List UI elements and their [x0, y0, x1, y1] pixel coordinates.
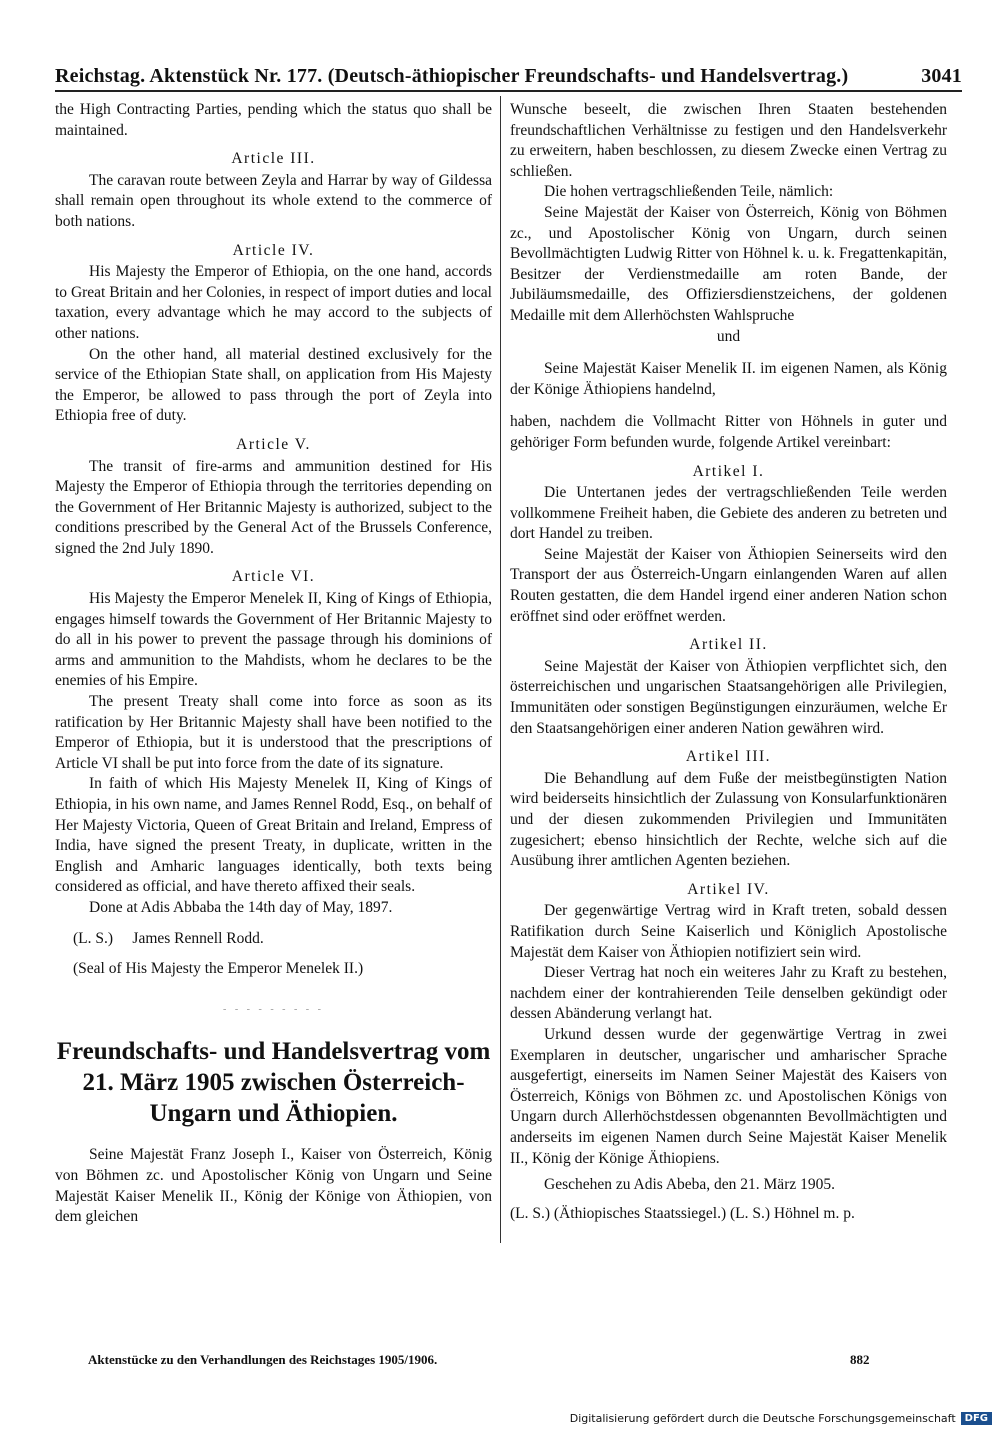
digitization-notice [570, 1412, 992, 1425]
seal-line: (Seal of His Majesty the Emperor Menelek II.) [73, 960, 364, 978]
paragraph: the High Contracting Parties, pending which the status quo shall be maintained. [55, 101, 492, 139]
paragraph: On the other hand, all material destined exclusively for the service of the Ethiopian State shall, on application from His Majesty the Emperor, be allowed to pass through the port of Zeyla into Ethiopia free of duty. [55, 345, 492, 425]
paragraph: Der gegenwärtige Vertrag wird in Kraft treten, sobald dessen Ratifikation durch Seine Kaiserlich und Königlich Apostolische Majestät dem Kaiser von Äthiopien notifiziert sein wird. [510, 902, 947, 961]
paragraph: Seine Majestät der Kaiser von Äthiopien verpflichtet sich, den österreichischen und ungarischen Staatsangehörigen alle Privilegien, Immunitäten oder sonstigen Begünstigungen einzuräumen, welche Er den Staatsangehörigen einer anderen Nation gewähren wird. [510, 657, 947, 737]
article-heading: Article III. [231, 150, 316, 168]
paragraph: haben, nachdem die Vollmacht Ritter von Höhnels in guter und gehöriger Form befunden wurde, folgende Artikel vereinbart: [510, 413, 947, 451]
article-heading: Artikel I. [692, 462, 765, 480]
paragraph: Die Behandlung auf dem Fuße der meistbegünstigten Nation wird beiderseits hinsichtlich der Zulassung von Konsularfunktionären und der diesen zukommenden Privilegien und Immunitäten zugesichert; ebenso hinsichtlich der Rechte, welche sich auf die Ausübung ihrer amtlichen Agenten beziehen. [510, 769, 947, 870]
conjunction: und [716, 327, 741, 345]
paragraph: His Majesty the Emperor Menelek II, King of Kings of Ethiopia, engages himself towards the Government of Her Britannic Majesty to do all in his power to prevent the passage through his dominions of arms and ammunition to the Mahdists, whom he declares to be the enemies of his Empire. [55, 590, 492, 690]
article-heading: Artikel III. [685, 748, 772, 766]
paragraph: Wunsche beseelt, die zwischen Ihren Staaten bestehenden freundschaftlichen Verhältnisse zu festigen und den Handelsverkehr zu erweitern, haben beschlossen, zu diesem Zwecke einen Vertrag zu schließen. [510, 101, 947, 180]
paragraph: Seine Majestät der Kaiser von Österreich, König von Böhmen zc., und Apostolischer König von Ungarn, durch seinen Bevollmächtigten Ludwig Ritter von Höhnel k. u. k. Fregattenkapitän, Besitzer der Verdienstmedaille am roten Bande, der Jubiläumsmedaille, des Offiziersdienstzeichens, der goldenen Medaille mit dem Allerhöchsten Wahlspruche [510, 203, 947, 324]
paragraph: Seine Majestät der Kaiser von Äthiopien Seinerseits wird den Transport der aus Österreich-Ungarn einlangenden Waren auf allen Routen gestatten, die dem Handel irgend einer anderen Nation schon eröffnet sind oder eröffnet werden. [510, 545, 947, 625]
digitization-text: Digitalisierung gefördert durch die Deutsche Forschungsgemeinschaft [569, 1412, 956, 1425]
paragraph: Urkund dessen wurde der gegenwärtige Vertrag in zwei Exemplaren in deutscher, ungarischer und amharischer Sprache ausgefertigt, einerseits im Namen Seiner Majestät des Kaisers von Österreich, Königs von Böhmen zc. und Apostolischen Königs von Ungarn durch Allerhöchstdessen obgenannten Bevollmächtigten und anderseits im eigenen Namen durch Seine Majestät Kaiser Menelik II., König der Könige Äthiopiens. [510, 1025, 947, 1167]
article-heading: Artikel II. [689, 636, 768, 654]
signature-line: (L. S.) James Rennell Rodd. [73, 929, 264, 947]
treaty-heading: Freundschafts- und Handelsvertrag vom 21. März 1905 zwischen Österreich-Ungarn und Äthiopien. [56, 1038, 491, 1128]
running-head-title: Reichstag. Aktenstück Nr. 177. (Deutsch-äthiopischer Freundschafts- und Handelsvertrag.) [55, 65, 849, 87]
right-column [510, 100, 947, 1224]
column-divider [500, 96, 501, 1243]
section-ornament: - - - - - - - - - [223, 1003, 324, 1015]
paragraph: Die Untertanen jedes der vertragschließenden Teile werden vollkommene Freiheit haben, die Gebiete des anderen zu betreten und dort Handel zu treiben. [510, 484, 947, 543]
article-heading: Artikel IV. [687, 880, 770, 898]
article-heading: Article VI. [231, 568, 316, 586]
running-head [55, 50, 962, 92]
paragraph: Die hohen vertragschließenden Teile, nämlich: [544, 183, 834, 201]
article-heading: Article IV. [232, 241, 315, 259]
paragraph: In faith of which His Majesty Menelek II, King of Kings of Ethiopia, in his own name, and James Rennel Rodd, Esq., on behalf of Her Majesty Victoria, Queen of Great Britain and Ireland, Empress of India, have signed the present Treaty, in duplicate, written in the English and Amharic languages identically, both texts being considered as official, and have thereto affixed their seals. [55, 775, 492, 896]
paragraph: Seine Majestät Franz Joseph I., Kaiser von Österreich, König von Böhmen zc. und Apostolischer König von Ungarn und Seine Majestät Kaiser Menelik II., König der Könige von Äthiopien, von dem gleichen [55, 1146, 492, 1226]
paragraph: His Majesty the Emperor of Ethiopia, on the one hand, accords to Great Britain and her Colonies, in respect of import duties and local taxation, every advantage which he may accord to the subjects of other nations. [55, 263, 492, 342]
footer-sheet-number: 882 [850, 1352, 870, 1367]
paragraph: The caravan route between Zeyla and Harrar by way of Gildessa shall remain open throughout its whole extend to the commerce of both nations. [55, 171, 492, 230]
dfg-logo: DFG [961, 1412, 992, 1425]
article-heading: Article V. [236, 435, 311, 453]
paragraph: The transit of fire-arms and ammunition destined for His Majesty the Emperor of Ethiopia through the territories depending on the Government of Her Britannic Majesty is authorized, subject to the conditions prescribed by the General Act of the Brussels Conference, signed the 2nd July 1890. [55, 457, 492, 557]
dateline: Geschehen zu Adis Abeba, den 21. März 1905. [544, 1176, 835, 1194]
dateline: Done at Adis Abbaba the 14th day of May, 1897. [89, 898, 393, 916]
paragraph: The present Treaty shall come into force as soon as its ratification by Her Britannic Majesty shall have been notified to the Emperor of Ethiopia, but it is understood that the prescriptions of Article VI shall be put into force from the date of its signature. [55, 693, 492, 772]
paragraph: Seine Majestät Kaiser Menelik II. im eigenen Namen, als König der Könige Äthiopiens handelnd, [510, 360, 947, 398]
seal-line: (L. S.) (Äthiopisches Staatssiegel.) (L. S.) Höhnel m. p. [510, 1204, 855, 1222]
paragraph: Dieser Vertrag hat noch ein weiteres Jahr zu Kraft zu bestehen, nachdem einer der kontrahierenden Teile denselben gekündigt oder dessen Abänderung verlangt hat. [510, 964, 947, 1023]
page-number: 3041 [921, 65, 962, 87]
left-column [55, 100, 492, 1228]
footer-publication: Aktenstücke zu den Verhandlungen des Reichstages 1905/1906. [88, 1352, 438, 1367]
